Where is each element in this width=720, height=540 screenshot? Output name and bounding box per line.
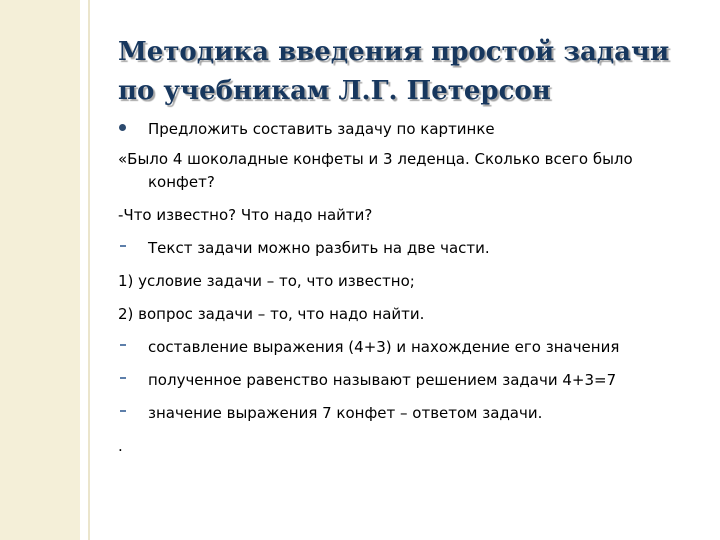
dash-marker xyxy=(118,369,148,392)
slide-title: Методика введения простой задачи по учебникам Л.Г. Петерсон xyxy=(118,37,670,106)
side-decoration-band xyxy=(0,0,80,540)
list-item-text: составление выражения (4+3) и нахождение его значения xyxy=(148,338,620,356)
bullet-marker xyxy=(118,118,148,141)
list-item-question-part xyxy=(118,303,698,326)
list-item-dash xyxy=(118,369,698,392)
list-item-bullet xyxy=(118,118,698,141)
list-item-dash xyxy=(118,336,698,359)
list-item-text: . xyxy=(118,437,123,455)
list-item-text: полученное равенство называют решением задачи 4+3=7 xyxy=(148,371,617,389)
side-decoration-line xyxy=(88,0,90,540)
list-item-dash xyxy=(118,402,698,425)
list-item-dash xyxy=(118,237,698,260)
dash-marker xyxy=(118,402,148,425)
list-item-period xyxy=(118,435,698,458)
list-item-text: «Было 4 шоколадные конфеты и 3 леденца. Сколько всего было конфет? xyxy=(118,150,633,191)
slide-content-list xyxy=(118,118,698,468)
list-item-condition xyxy=(118,270,698,293)
dash-marker xyxy=(118,237,148,260)
list-item-question xyxy=(118,204,698,227)
list-item-text: значение выражения 7 конфет – ответом задачи. xyxy=(148,404,543,422)
list-item-text: 1) условие задачи – то, что известно; xyxy=(118,272,415,290)
list-item-text: Предложить составить задачу по картинке xyxy=(148,120,495,138)
dash-marker xyxy=(118,336,148,359)
list-item-text: -Что известно? Что надо найти? xyxy=(118,206,373,224)
list-item-text: 2) вопрос задачи – то, что надо найти. xyxy=(118,305,425,323)
list-item-problem-text xyxy=(118,148,698,194)
list-item-text: Текст задачи можно разбить на две части. xyxy=(148,239,490,257)
